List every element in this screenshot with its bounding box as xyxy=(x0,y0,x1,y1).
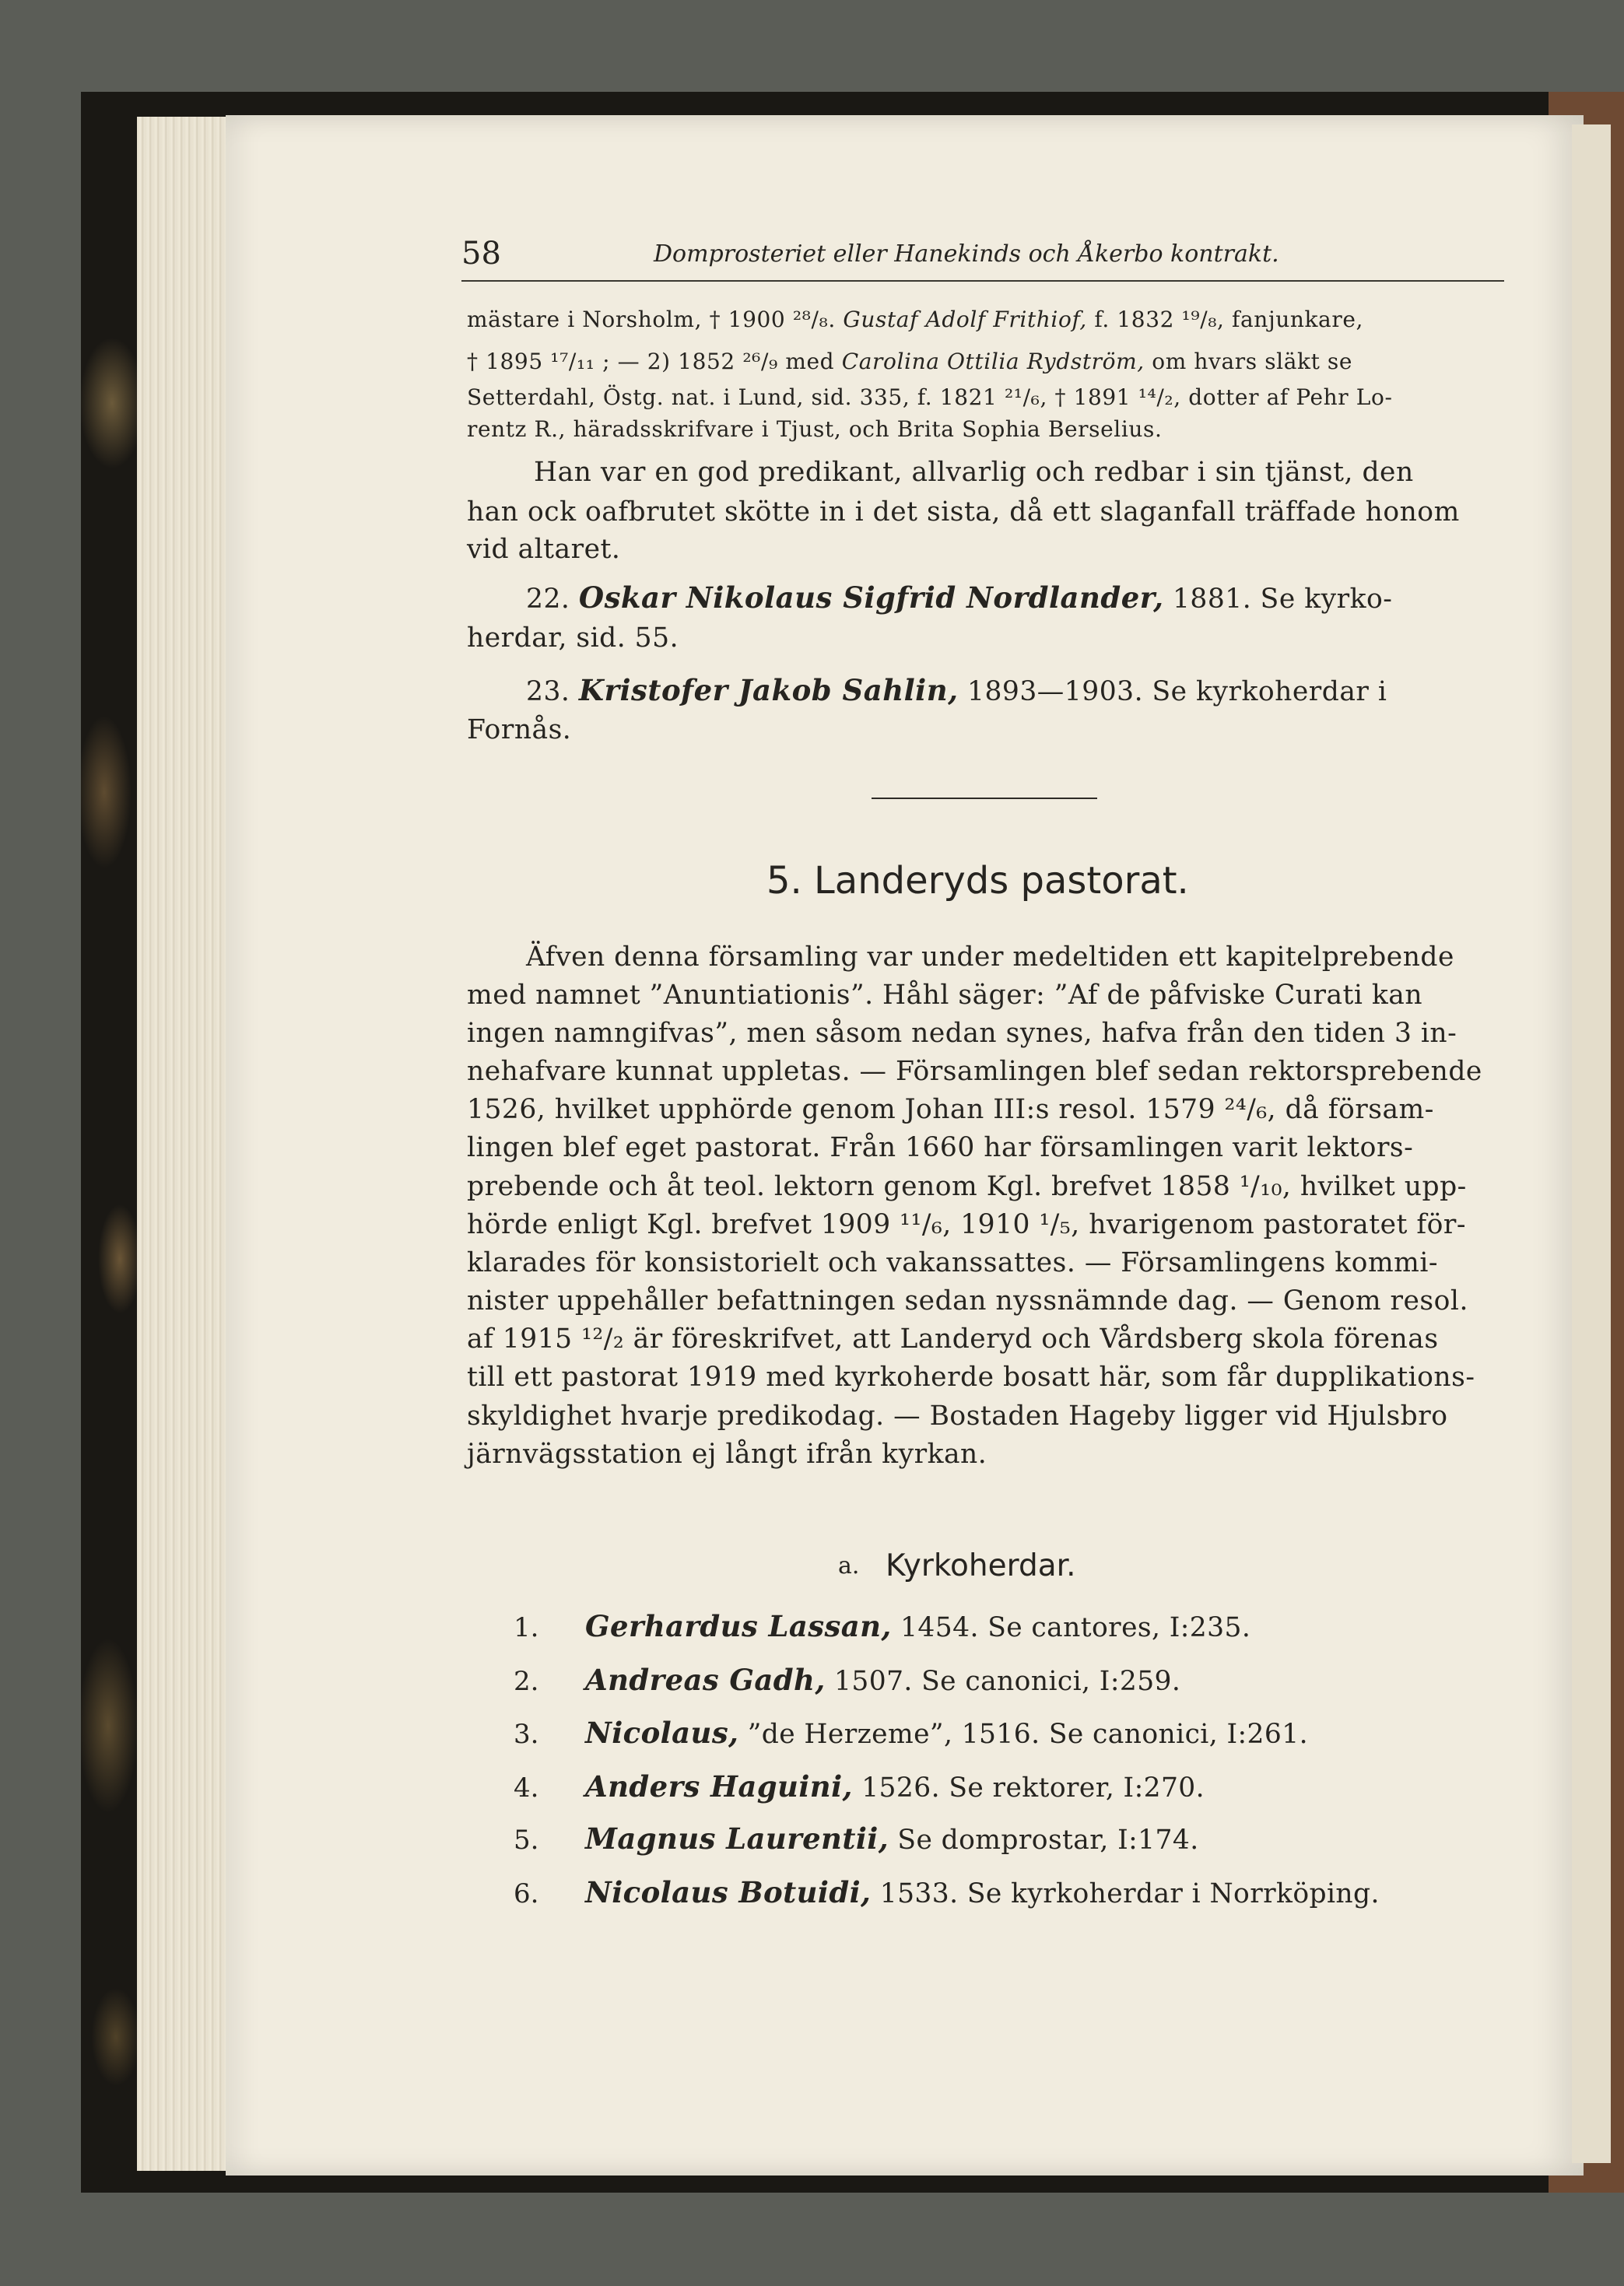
page-number: 58 xyxy=(461,236,501,272)
section-line: till ett pastorat 1919 med kyrkoherde bosatt här, som får dupplikations- xyxy=(467,1362,1475,1393)
section-line: klarades för konsistorielt och vakanssattes. — Församlingens kommi- xyxy=(467,1247,1439,1278)
section-divider xyxy=(872,798,1097,799)
list-item: Anders Haguini, 1526. Se rektorer, I:270. xyxy=(585,1769,1205,1804)
entry-22: 22. Oskar Nikolaus Sigfrid Nordlander, 1881. Se kyrko- xyxy=(526,580,1393,615)
subsection-title: Kyrkoherdar. xyxy=(886,1548,1076,1583)
list-item: Nicolaus, ”de Herzeme”, 1516. Se canonici, I:261. xyxy=(585,1716,1308,1750)
list-number: 2. xyxy=(514,1666,539,1697)
list-item: Magnus Laurentii, Se domprostar, I:174. xyxy=(585,1821,1199,1856)
section-line: 1526, hvilket upphörde genom Johan III:s resol. 1579 ²⁴/₆, då försam- xyxy=(467,1094,1434,1125)
entry-23: 23. Kristofer Jakob Sahlin, 1893—1903. Se kyrkoherdar i xyxy=(526,673,1387,707)
section-heading: 5. Landeryds pastorat. xyxy=(766,859,1189,903)
page-edges xyxy=(137,117,238,2171)
section-line: med namnet ”Anuntiationis”. Håhl säger: ”Af de påfviske Curati kan xyxy=(467,980,1423,1011)
list-item: Andreas Gadh, 1507. Se canonici, I:259. xyxy=(585,1663,1181,1697)
footnote-line-1: mästare i Norsholm, † 1900 ²⁸/₈. Gustaf Adolf Frithiof, f. 1832 ¹⁹/₈, fanjunkare, xyxy=(467,307,1364,332)
footnote-line-2: † 1895 ¹⁷/₁₁ ; — 2) 1852 ²⁶/₉ med Carolina Ottilia Rydström, om hvars släkt se xyxy=(467,349,1353,374)
section-line: nehafvare kunnat uppletas. — Församlingen blef sedan rektorsprebende xyxy=(467,1056,1482,1087)
entry-23-line-2: Fornås. xyxy=(467,714,572,745)
section-line: af 1915 ¹²/₂ är föreskrifvet, att Landeryd och Vårdsberg skola förenas xyxy=(467,1324,1439,1355)
section-line: lingen blef eget pastorat. Från 1660 har församlingen varit lektors- xyxy=(467,1132,1414,1163)
footnote-line-4: rentz R., häradsskrifvare i Tjust, och Brita Sophia Berselius. xyxy=(467,416,1163,442)
paragraph-line: han ock oafbrutet skötte in i det sista, då ett slaganfall träffade honom xyxy=(467,496,1460,528)
header-rule xyxy=(461,280,1504,282)
section-line: skyldighet hvarje predikodag. — Bostaden Hageby ligger vid Hjulsbro xyxy=(467,1401,1448,1432)
section-line: nister uppehåller befattningen sedan nyssnämnde dag. — Genom resol. xyxy=(467,1285,1468,1317)
section-line: prebende och åt teol. lektorn genom Kgl. brefvet 1858 ¹/₁₀, hvilket upp- xyxy=(467,1171,1467,1202)
list-number: 6. xyxy=(514,1878,539,1909)
section-line: Äfven denna församling var under medeltiden ett kapitelprebende xyxy=(526,941,1454,973)
list-number: 3. xyxy=(514,1719,539,1750)
section-line: hörde enligt Kgl. brefvet 1909 ¹¹/₆, 1910 ¹/₅, hvarigenom pastoratet för- xyxy=(467,1209,1467,1240)
next-page-edge xyxy=(1572,124,1611,2163)
running-head: Domprosteriet eller Hanekinds och Åkerbo kontrakt. xyxy=(654,240,1279,268)
entry-22-line-2: herdar, sid. 55. xyxy=(467,622,679,654)
list-number: 4. xyxy=(514,1772,539,1804)
paragraph-line: vid altaret. xyxy=(467,534,621,565)
list-number: 1. xyxy=(514,1612,539,1643)
list-item: Nicolaus Botuidi, 1533. Se kyrkoherdar i Norrköping. xyxy=(585,1875,1380,1909)
section-line: järnvägsstation ej långt ifrån kyrkan. xyxy=(467,1439,987,1470)
footnote-line-3: Setterdahl, Östg. nat. i Lund, sid. 335, f. 1821 ²¹/₆, † 1891 ¹⁴/₂, dotter af Pehr Lo- xyxy=(467,384,1393,410)
paragraph-line: Han var en god predikant, allvarlig och redbar i sin tjänst, den xyxy=(534,457,1414,488)
list-item: Gerhardus Lassan, 1454. Se cantores, I:235. xyxy=(585,1609,1251,1643)
section-line: ingen namngifvas”, men såsom nedan synes, hafva från den tiden 3 in- xyxy=(467,1018,1457,1049)
subsection-label: a. xyxy=(838,1552,860,1580)
list-number: 5. xyxy=(514,1825,539,1856)
